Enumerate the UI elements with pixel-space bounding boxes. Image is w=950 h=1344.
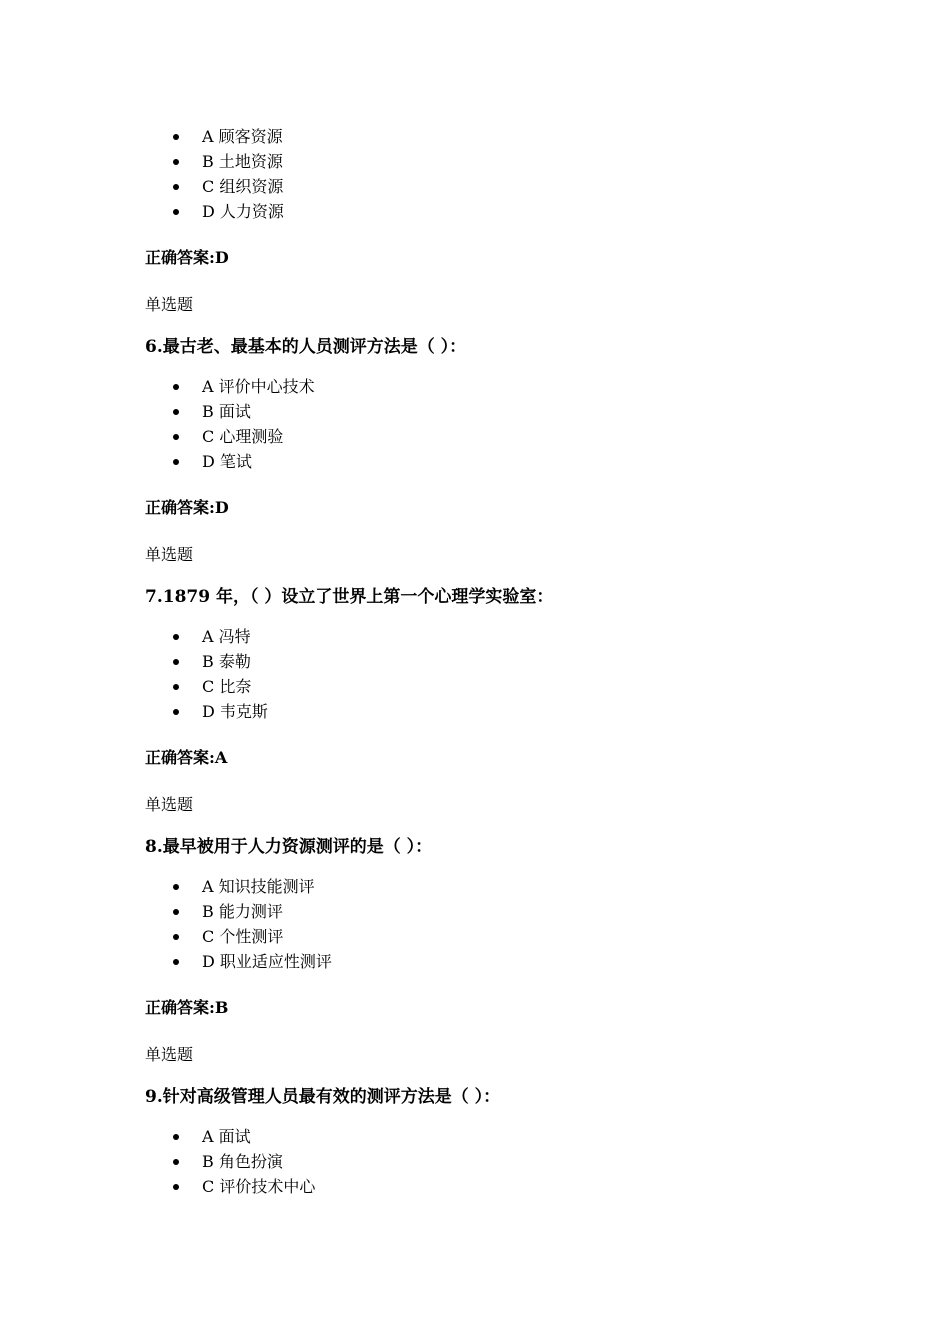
option-item: [145, 699, 865, 724]
question-text-q8: 8.最早被用于人力资源测评的是（ ）：: [145, 837, 433, 857]
correct-answer-q8: 正确答案:B: [145, 998, 229, 1017]
bullet-icon: [173, 184, 179, 190]
option-text: C 个性测评: [202, 927, 284, 946]
bullet-icon: [173, 684, 179, 690]
option-text: A 冯特: [202, 627, 251, 646]
option-item: [145, 674, 865, 699]
option-text: B 泰勒: [202, 652, 251, 671]
quiz-content: [145, 124, 865, 1199]
option-item: [145, 424, 865, 449]
bullet-icon: [173, 1134, 179, 1140]
correct-answer-q6: 正确答案:D: [145, 498, 229, 517]
option-text: C 比奈: [202, 677, 252, 696]
option-item: [145, 1149, 865, 1174]
option-text: A 知识技能测评: [202, 877, 315, 896]
option-text: B 能力测评: [202, 902, 283, 921]
bullet-icon: [173, 659, 179, 665]
option-item: [145, 449, 865, 474]
option-item: [145, 374, 865, 399]
correct-answer-q7: 正确答案:A: [145, 748, 228, 767]
question-type-q8: 单选题: [145, 795, 194, 814]
option-text: A 顾客资源: [202, 127, 283, 146]
option-text: C 评价技术中心: [202, 1177, 316, 1196]
bullet-icon: [173, 709, 179, 715]
correct-answer-q5: 正确答案:D: [145, 248, 229, 267]
question-text-q9: 9.针对高级管理人员最有效的测评方法是（ ）：: [145, 1087, 501, 1107]
bullet-icon: [173, 1184, 179, 1190]
bullet-icon: [173, 134, 179, 140]
option-text: C 心理测验: [202, 427, 284, 446]
option-item: [145, 1174, 865, 1199]
bullet-icon: [173, 1159, 179, 1165]
question-type-q7: 单选题: [145, 545, 194, 564]
question-type-q9: 单选题: [145, 1045, 194, 1064]
bullet-icon: [173, 159, 179, 165]
question-text-q7: 7.1879 年，（ ）设立了世界上第一个心理学实验室：: [145, 587, 554, 607]
option-text: B 角色扮演: [202, 1152, 283, 1171]
question-type-q6: 单选题: [145, 295, 194, 314]
options-list-q9: [145, 1124, 865, 1199]
options-list-q5: [145, 124, 865, 224]
bullet-icon: [173, 209, 179, 215]
bullet-icon: [173, 884, 179, 890]
option-item: [145, 624, 865, 649]
option-item: [145, 924, 865, 949]
option-item: [145, 899, 865, 924]
option-text: D 人力资源: [202, 202, 284, 221]
bullet-icon: [173, 459, 179, 465]
option-text: D 职业适应性测评: [202, 952, 332, 971]
options-list-q8: [145, 874, 865, 974]
option-item: [145, 649, 865, 674]
option-item: [145, 874, 865, 899]
bullet-icon: [173, 909, 179, 915]
bullet-icon: [173, 959, 179, 965]
bullet-icon: [173, 934, 179, 940]
option-text: D 笔试: [202, 452, 252, 471]
option-text: B 土地资源: [202, 152, 283, 171]
options-list-q6: [145, 374, 865, 474]
option-text: C 组织资源: [202, 177, 284, 196]
bullet-icon: [173, 634, 179, 640]
bullet-icon: [173, 384, 179, 390]
option-item: [145, 199, 865, 224]
option-item: [145, 124, 865, 149]
option-text: A 评价中心技术: [202, 377, 315, 396]
bullet-icon: [173, 434, 179, 440]
option-text: B 面试: [202, 402, 251, 421]
option-item: [145, 1124, 865, 1149]
option-item: [145, 399, 865, 424]
option-item: [145, 949, 865, 974]
option-item: [145, 174, 865, 199]
question-text-q6: 6.最古老、最基本的人员测评方法是（ ）：: [145, 337, 467, 357]
option-text: D 韦克斯: [202, 702, 268, 721]
option-text: A 面试: [202, 1127, 251, 1146]
bullet-icon: [173, 409, 179, 415]
option-item: [145, 149, 865, 174]
options-list-q7: [145, 624, 865, 724]
